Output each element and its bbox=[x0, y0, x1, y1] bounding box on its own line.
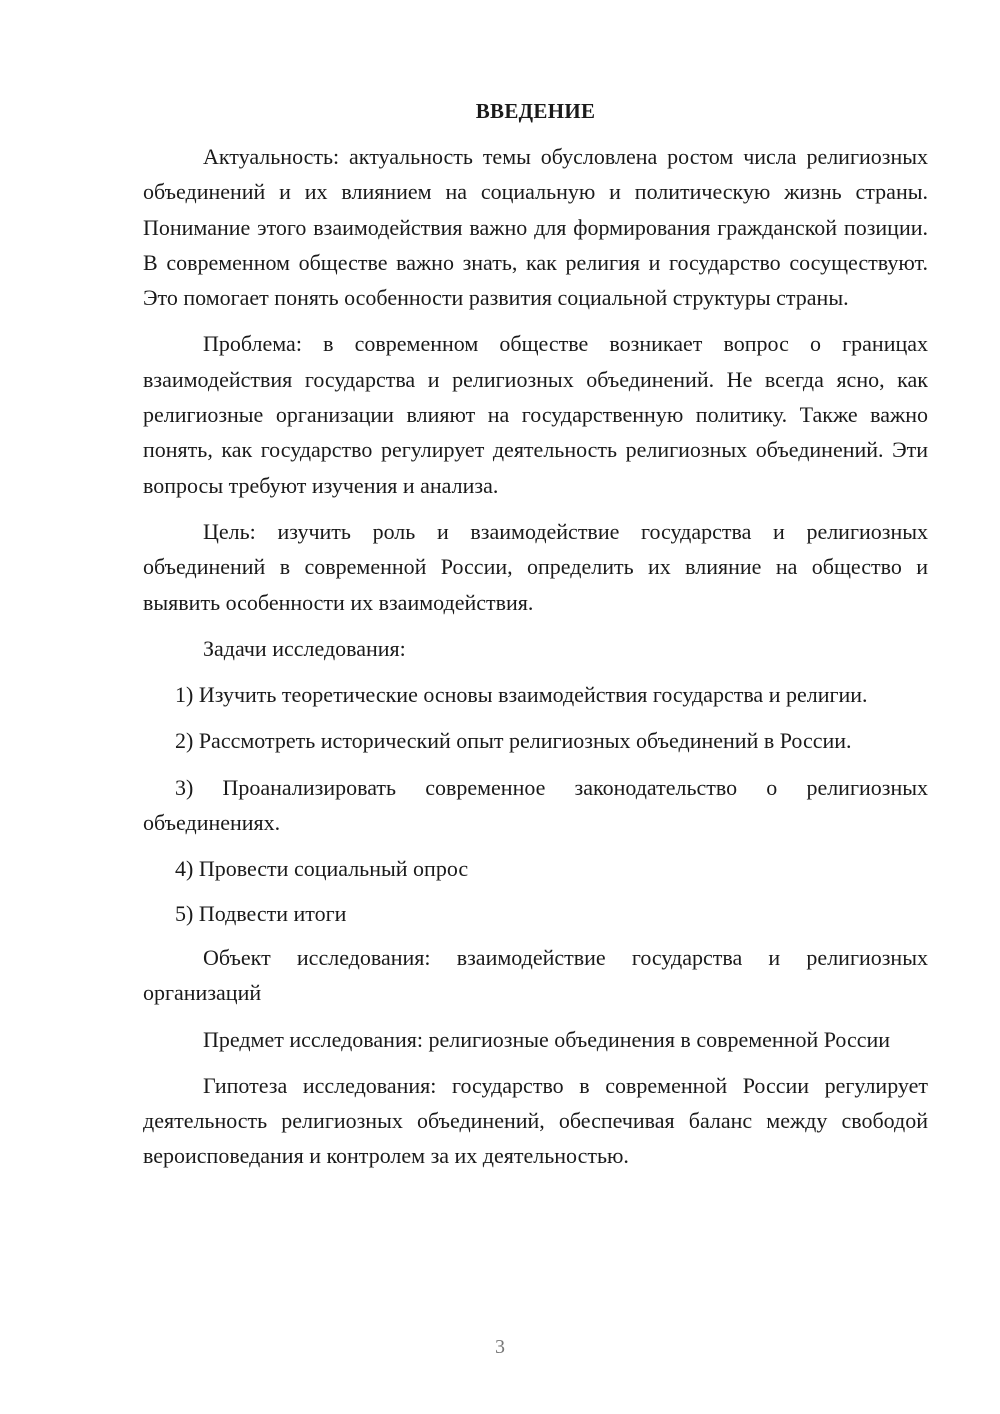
task-item-5: 5) Подвести итоги bbox=[175, 900, 347, 926]
paragraph-goal: Цель: изучить роль и взаимодействие государства и религиозных объединений в современной России, определить их влияние на общество и выявить особенности их взаимодействия. bbox=[143, 518, 928, 615]
page-number: 3 bbox=[495, 1336, 505, 1358]
paragraph-object: Объект исследования: взаимодействие государства и религиозных организаций bbox=[143, 944, 928, 1006]
page-content bbox=[143, 95, 928, 1185]
task-item-2: 2) Рассмотреть исторический опыт религиозных объединений в России. bbox=[175, 728, 852, 754]
task-item-4: 4) Провести социальный опрос bbox=[175, 856, 469, 882]
paragraph-hypothesis: Гипотеза исследования: государство в современной России регулирует деятельность религиозных объединений, обеспечивая баланс между свободой вероисповедания и контролем за их деятельностью. bbox=[143, 1072, 928, 1169]
task-item-1: 1) Изучить теоретические основы взаимодействия государства и религии. bbox=[175, 682, 868, 708]
paragraph-subject: Предмет исследования: религиозные объединения в современной России bbox=[203, 1026, 891, 1052]
task-item-3: 3) Проанализировать современное законодательство о религиозных объединениях. bbox=[143, 774, 928, 836]
paragraph-relevance: Актуальность: актуальность темы обусловлена ростом числа религиозных объединений и их влиянием на социальную и политическую жизнь страны. Понимание этого взаимодействия важно для формирования гражданской позиции. В современном обществе важно знать, как религия и государство сосуществуют. Это помогает понять особенности развития социальной структуры страны. bbox=[143, 144, 928, 311]
section-title: ВВЕДЕНИЕ bbox=[475, 99, 596, 123]
tasks-heading: Задачи исследования: bbox=[203, 635, 406, 661]
paragraph-problem: Проблема: в современном обществе возникает вопрос о границах взаимодействия государства и религиозных объединений. Не всегда ясно, как религиозные организации влияют на государственную политику. Также важно понять, как государство регулирует деятельность религиозных объединений. Эти вопросы требуют изучения и анализа. bbox=[143, 331, 928, 498]
